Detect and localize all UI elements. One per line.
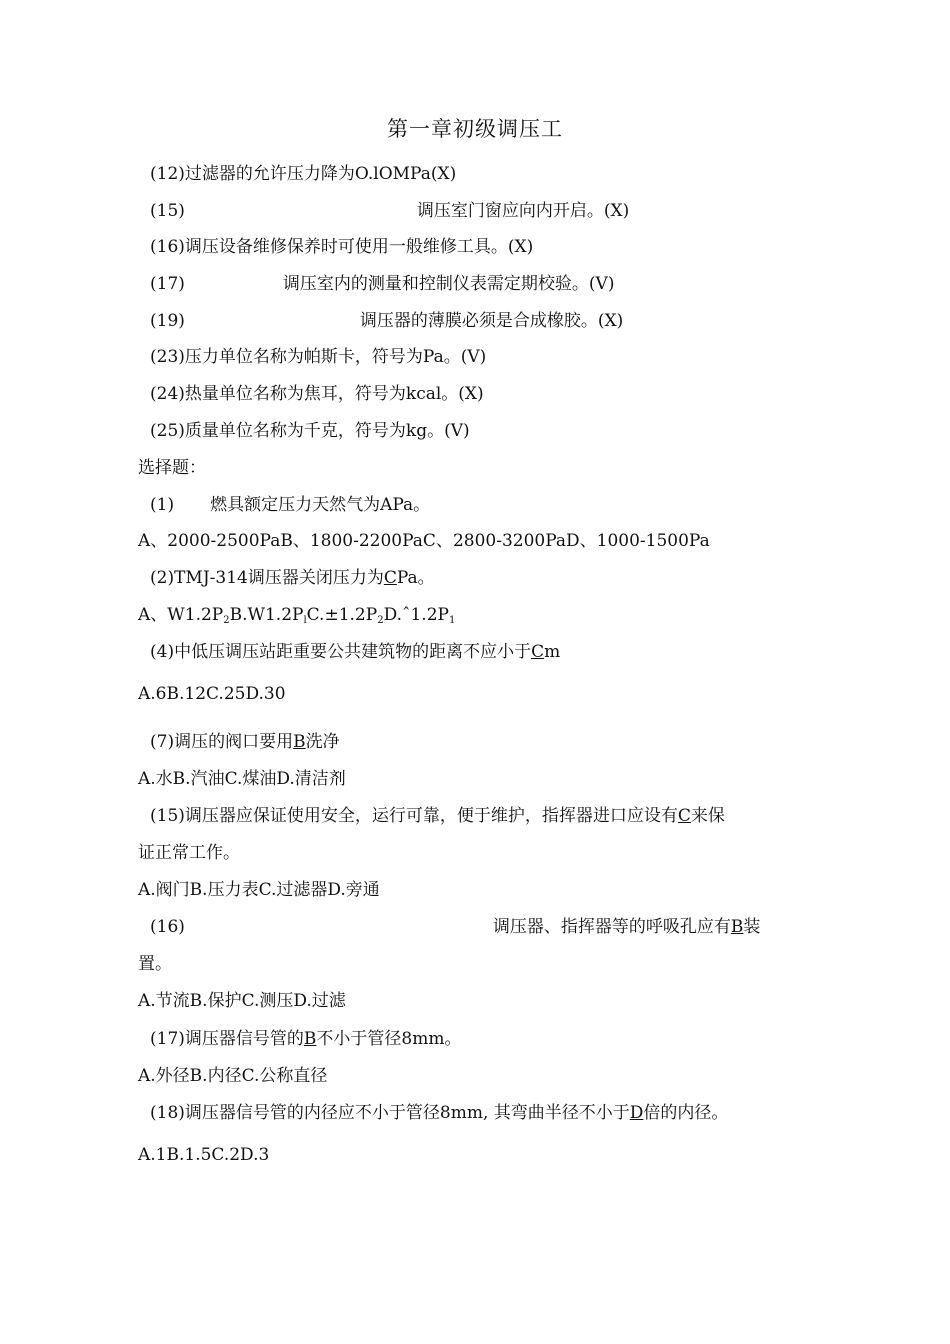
tf-item-24 bbox=[150, 383, 484, 405]
question-text-end: 不小于管径8mm。 bbox=[316, 1029, 462, 1049]
question-text-end: 倍的内径。 bbox=[643, 1103, 729, 1123]
option-c-subscript: 2 bbox=[377, 615, 384, 626]
item-number: (23) bbox=[150, 347, 185, 367]
question-4 bbox=[150, 641, 560, 663]
question-4-options: A.6B.12C.25D.30 bbox=[138, 684, 286, 704]
question-text: (18)调压器信号管的内径应不小于管径8mm, 其弯曲半径不小于 bbox=[150, 1103, 630, 1123]
question-15 bbox=[150, 805, 725, 827]
item-text: 调压室内的测量和控制仪表需定期校验。(V) bbox=[282, 274, 615, 294]
question-16-continued: 置。 bbox=[138, 954, 172, 974]
answer-mark: B bbox=[293, 732, 306, 752]
question-text: 燃具额定压力天然气为APa。 bbox=[210, 495, 431, 515]
tf-item-25 bbox=[150, 420, 470, 442]
question-15-continued: 证正常工作。 bbox=[138, 843, 240, 863]
tf-item-17 bbox=[150, 273, 614, 295]
item-number: (19) bbox=[150, 311, 185, 331]
question-7 bbox=[150, 731, 340, 753]
question-text: (2)TMJ-314调压器关闭压力为 bbox=[150, 568, 384, 588]
item-text: 调压器的薄膜必须是合成橡胶。(X) bbox=[359, 311, 624, 331]
page-title: 第一章初级调压工 bbox=[387, 117, 563, 141]
question-text: (15)调压器应保证使用安全，运行可靠，便于维护，指挥器进口应设有 bbox=[150, 806, 678, 826]
question-1-options: A、2000-2500PaB、1800-2200PaC、2800-3200PaD、1000-1500Pa bbox=[138, 531, 710, 551]
question-text-end: 装 bbox=[743, 917, 761, 937]
option-d: D.ˆ1.2P bbox=[383, 605, 449, 625]
question-17-options: A.外径B.内径C.公称直径 bbox=[138, 1066, 328, 1086]
item-number: (16) bbox=[150, 237, 185, 257]
item-number: (12) bbox=[150, 164, 185, 184]
tf-item-23 bbox=[150, 346, 486, 368]
question-18-options: A.1B.1.5C.2D.3 bbox=[138, 1145, 270, 1165]
question-16 bbox=[150, 916, 760, 938]
question-text-end: Pa。 bbox=[396, 568, 435, 588]
question-text: (4)中低压调压站距重要公共建筑物的距离不应小于 bbox=[150, 642, 532, 662]
question-text-end: 洗净 bbox=[305, 732, 340, 752]
option-d-subscript: 1 bbox=[448, 615, 456, 626]
question-text: 调压器、指挥器等的呼吸孔应有 bbox=[492, 917, 731, 937]
question-7-options: A.水B.汽油C.煤油D.清洁剂 bbox=[138, 769, 346, 789]
question-16-options: A.节流B.保护C.测压D.过滤 bbox=[138, 991, 346, 1011]
question-text: (7)调压的阀口要用 bbox=[150, 732, 294, 752]
answer-mark: C bbox=[531, 642, 545, 662]
item-text: 压力单位名称为帕斯卡，符号为Pa。(V) bbox=[184, 347, 487, 367]
question-17 bbox=[150, 1028, 461, 1050]
answer-mark: B bbox=[730, 917, 744, 937]
option-b: B.W1.2P bbox=[229, 605, 304, 625]
question-number: (16) bbox=[150, 917, 185, 937]
item-number: (15) bbox=[150, 201, 185, 221]
answer-mark: B bbox=[303, 1029, 317, 1049]
question-18 bbox=[150, 1102, 728, 1124]
item-text: 调压设备维修保养时可使用一般维修工具。(X) bbox=[184, 237, 534, 257]
item-number: (25) bbox=[150, 421, 185, 441]
tf-item-15 bbox=[150, 200, 629, 222]
option-c: C.±1.2P bbox=[306, 605, 378, 625]
item-text: 调压室门窗应向内开启。(X) bbox=[416, 201, 630, 221]
item-number: (17) bbox=[150, 274, 185, 294]
tf-item-16 bbox=[150, 236, 533, 258]
item-number: (24) bbox=[150, 384, 185, 404]
item-text: 热量单位名称为焦耳，符号为kcal。(X) bbox=[184, 384, 484, 404]
answer-mark: C bbox=[383, 568, 397, 588]
question-2 bbox=[150, 567, 435, 589]
question-number: (1) bbox=[150, 495, 175, 515]
tf-item-12 bbox=[150, 163, 456, 185]
item-text: 质量单位名称为千克，符号为kg。(V) bbox=[184, 421, 470, 441]
option-a: A、W1.2P bbox=[138, 605, 224, 625]
answer-mark: C bbox=[677, 806, 691, 826]
question-2-options bbox=[138, 604, 455, 632]
question-text-end: 来保 bbox=[690, 806, 725, 826]
option-a-subscript: 2 bbox=[223, 615, 230, 626]
item-text: 过滤器的允许压力降为O.lOMPa(X) bbox=[184, 164, 457, 184]
question-text: (17)调压器信号管的 bbox=[150, 1029, 304, 1049]
answer-mark: D bbox=[629, 1103, 644, 1123]
section-heading: 选择题： bbox=[138, 458, 206, 478]
question-text-end: m bbox=[544, 642, 561, 662]
option-b-subscript: l bbox=[303, 615, 307, 626]
question-15-options: A.阀门B.压力表C.过滤器D.旁通 bbox=[138, 880, 380, 900]
tf-item-19 bbox=[150, 310, 623, 332]
question-1 bbox=[150, 494, 430, 516]
